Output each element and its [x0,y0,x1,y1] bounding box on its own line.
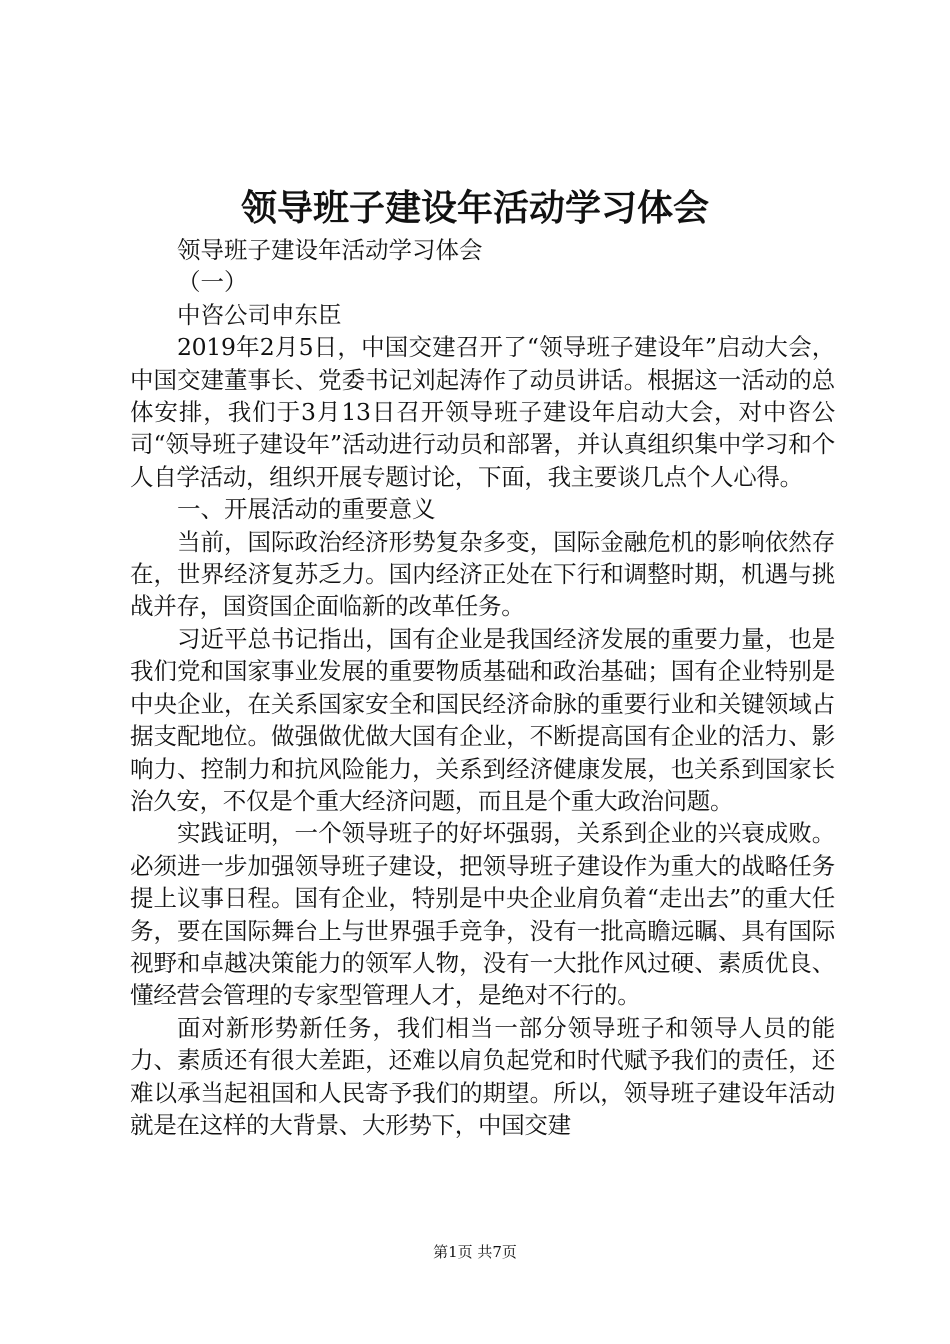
page-footer: 第1页 共7页 [433,1243,517,1261]
section-number-paragraph: （一） [177,268,248,297]
body-paragraph: 习近平总书记指出，国有企业是我国经济发展的重要力量，也是我们党和国家事业发展的重要物质基础和政治基础；国有企业特别是中央企业，在关系国家安全和国民经济命脉的重要行业和关键领域占据支配地位。做强做优做大国有企业，不断提高国有企业的活力、影响力、控制力和抗风险能力，关系到经济健康发展，也关系到国家长治久安，不仅是个重大经济问题，而且是个重大政治问题。 [130,624,835,815]
body-paragraph: 当前，国际政治经济形势复杂多变，国际金融危机的影响依然存在，世界经济复苏乏力。国内经济正处在下行和调整时期，机遇与挑战并存，国资国企面临新的改革任务。 [130,527,835,621]
section-heading: 一、开展活动的重要意义 [177,495,436,524]
body-paragraph: 实践证明，一个领导班子的好坏强弱，关系到企业的兴衰成败。必须进一步加强领导班子建设，把领导班子建设作为重大的战略任务提上议事日程。国有企业，特别是中央企业肩负着“走出去”的重大任务，要在国际舞台上与世界强手竞争，没有一批高瞻远瞩、具有国际视野和卓越决策能力的领军人物，没有一大批作风过硬、素质优良、懂经营会管理的专家型管理人才，是绝对不行的。 [130,819,835,1010]
author-paragraph: 中咨公司申东臣 [177,300,342,329]
document-title: 领导班子建设年活动学习体会 [240,188,709,229]
document-body [130,234,835,1141]
body-paragraph: 面对新形势新任务，我们相当一部分领导班子和领导人员的能力、素质还有很大差距，还难以肩负起党和时代赋予我们的责任，还难以承当起祖国和人民寄予我们的期望。所以，领导班子建设年活动就是在这样的大背景、大形势下，中国交建 [130,1013,835,1139]
subtitle-paragraph: 领导班子建设年活动学习体会 [177,236,483,264]
body-paragraph: 2019年2月5日，中国交建召开了“领导班子建设年”启动大会，中国交建董事长、党委书记刘起涛作了动员讲话。根据这一活动的总体安排，我们于3月13日召开领导班子建设年启动大会，对中咨公司“领导班子建设年”活动进行动员和部署，并认真组织集中学习和个人自学活动，组织开展专题讨论，下面，我主要谈几点个人心得。 [130,333,835,491]
